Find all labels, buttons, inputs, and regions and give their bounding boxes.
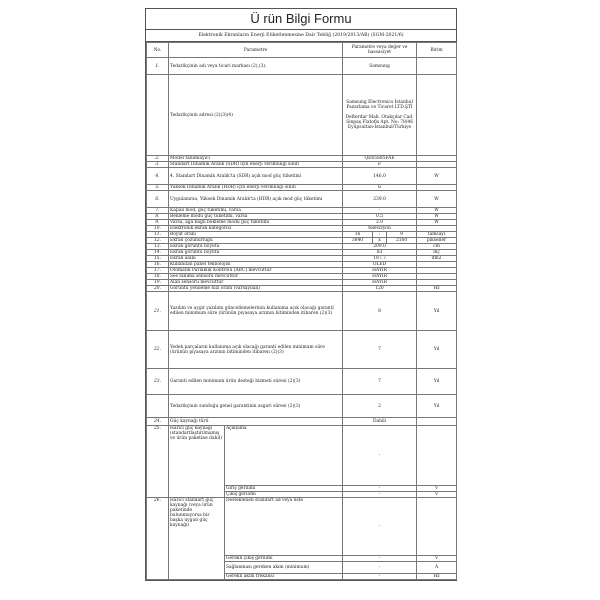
table-row: Giriş gerilimi - V <box>147 486 457 492</box>
table-row: 17. Otomatik Parlaklık Kontrolü (ABC) mevcuttur HAYIR <box>147 268 457 274</box>
table-row: 20. Görüntü yenileme hızı oranı (varsayılan) 120 Hz <box>147 286 457 292</box>
table-row: 15. Ekran alanı 187.7 dm2 <box>147 256 457 262</box>
table-row: 19. Alan sensörü mevcuttur HAYIR <box>147 280 457 286</box>
table-row: Çıkış gerilimi - V <box>147 492 457 498</box>
table-row: 7. Kapalı mod, güç tüketimi, varsa - W <box>147 208 457 214</box>
table-row: 23. Garanti edilen minimum ürün desteği hizmeti süresi (2)(3) 7 Yıl <box>147 369 457 395</box>
param-cell: Tedarikçinin adresi (2)(3)(4) <box>169 75 343 156</box>
table-row: 22. Yedek parçaların kullanıma açık olacağı garanti edilen minimum süre (ürünün piyasaya arzının bitiminden itibaren (2)(3) 7 Yıl <box>147 331 457 369</box>
sub-param-cell: Açıklama <box>225 426 343 486</box>
table-row: Gerekli çıkış gerilimi - V <box>147 556 457 562</box>
table-row: 3. Standart Dinamik Aralık (SDR) için enerji verimliliği sınıfı F <box>147 162 457 168</box>
header-value: Parametre veya değer ve hassasiyet <box>343 43 417 58</box>
table-row: 10. Elektronik ekran kategorisi televizyon <box>147 226 457 232</box>
table-row: 1. Tedarikçinin adı veya ticari markası (2),(3). Samsung <box>147 58 457 75</box>
spec-table <box>146 42 457 580</box>
table-header <box>147 43 457 58</box>
header-param: Parametre <box>169 43 343 58</box>
table-row: Gerekli akım frekansı - Hz <box>147 574 457 580</box>
table-row: 9. Varsa, ağa bağlı bekleme modu güç tüketimi 2.0 W <box>147 220 457 226</box>
table-row: Tedarikçinin sunduğu genel garantinin asgari süresi (2)(3) 2 Yıl <box>147 395 457 418</box>
table-row: 24. Güç kaynağı türü Dahili <box>147 418 457 426</box>
form-title: Ü rün Bilgi Formu <box>146 9 456 30</box>
product-info-form <box>145 8 457 581</box>
table-row <box>147 75 457 156</box>
param-cell: Tedarikçinin adı veya ticari markası (2),(3). <box>169 58 343 75</box>
table-row: 26. Harici standart güç kaynağı (veya ürün paketinde bulunmuyorsa bir başka uygun güç kaynağı) Desteklenen standart ad veya liste - <box>147 498 457 556</box>
table-row: 25. Harici güç kaynağı (standartlaştırılmamış ve ürün paketine dahil) Açıklama - <box>147 426 457 486</box>
table-row: 4. 4. Standart Dinamik Aralık'ta (SDR) açık mod güç tüketimi 146.0 W <box>147 168 457 185</box>
unit-cell <box>417 75 457 156</box>
table-row: 12. Ekran çözünürlüğü 3840 x 2160 pikseller <box>147 238 457 244</box>
table-row: 18. Ses tanıma sensörü mevcuttur HAYIR <box>147 274 457 280</box>
table-row: 6. Uygulanırsa, Yüksek Dinamik Aralık'ta (HDR) açık mod güç tüketimi 239.0 W <box>147 191 457 208</box>
header-unit: Birim <box>417 43 457 58</box>
header-no: No. <box>147 43 169 58</box>
table-row: 5. Yüksek Dinamik Aralık (HDR) için enerji verimliliği sınıfı G <box>147 185 457 191</box>
table-row: 13. Ekran görüntü boyutu 209.0 cm <box>147 244 457 250</box>
value-cell: Samsung <box>343 58 417 75</box>
table-row: 8. Bekleme modu güç tüketimi, varsa 0.5 W <box>147 214 457 220</box>
table-row: Sağlanması gereken akım (minimum) - A <box>147 562 457 574</box>
table-row: 2. Model tanımlayıcı QE65S85FAE <box>147 156 457 162</box>
value-cell: Samsung Electronics İstanbul Pazarlama ve Ticaret LTD.ŞTİ Defterdar Mah. Otakçılar Cad. Sinpaş Flatofis Apt. No: 78/46 Eyüpsultan-İstanbul/Türkiye <box>343 75 417 156</box>
table-row: 16. Kullanılan panel teknolojisi OLED <box>147 262 457 268</box>
table-row: 11. Boyut oranı 16 : 9 tamsayı <box>147 232 457 238</box>
table-row: 21. Yazılım ve aygıt yazılımı güncellemelerinin kullanıma açık olacağı garanti edilen minimum süre (ürünün piyasaya arzının bitiminden itibaren (2)(3) 8 Yıl <box>147 292 457 331</box>
table-row: 14. Ekran görüntü boyutu 83 inç <box>147 250 457 256</box>
unit-cell <box>417 58 457 75</box>
form-subtitle: Elektronik Ekranların Enerji Etiketlenmesine Dair Tebliğ (2019/2013/AB) (SGM-2021/6) <box>146 30 456 42</box>
